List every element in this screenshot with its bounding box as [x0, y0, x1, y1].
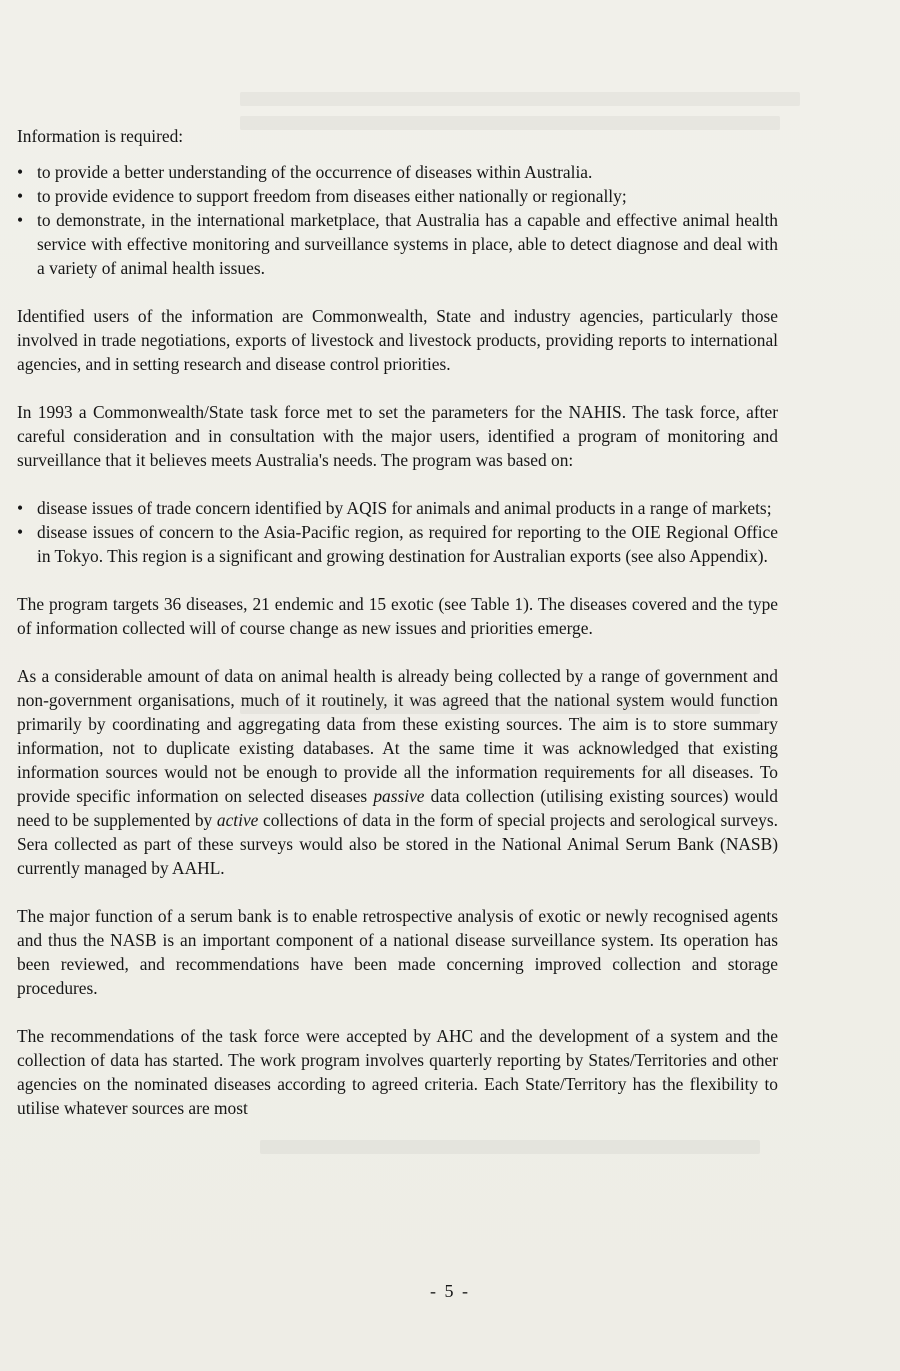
bullet-icon: •	[17, 522, 24, 542]
users-paragraph: Identified users of the information are Commonwealth, State and industry agencies, particularly those involved in trade negotiations, exports of livestock and livestock products, providing reports to international agencies, and in setting research and disease control priorities.	[17, 306, 778, 374]
program-bullet-list	[17, 496, 778, 568]
collection-paragraph	[17, 664, 778, 880]
intro-bullet-1	[17, 160, 778, 184]
collection-text-2: data collection (utilising existing sources) would need to be supplemented by	[17, 786, 778, 830]
program-bullet-text: disease issues of trade concern identified by AQIS for animals and animal products in a range of markets;	[37, 498, 772, 518]
bullet-icon: •	[17, 162, 24, 182]
intro-lead: Information is required:	[17, 126, 184, 146]
intro-bullet-text: to provide evidence to support freedom from diseases either nationally or regionally;	[37, 186, 627, 206]
intro-bullet-text: to provide a better understanding of the occurrence of diseases within Australia.	[37, 162, 593, 182]
program-bullet-1	[17, 496, 778, 520]
collection-active: active	[216, 810, 259, 830]
bullet-icon: •	[17, 498, 24, 518]
collection-passive: passive	[373, 786, 425, 806]
collection-text-1: As a considerable amount of data on animal health is already being collected by a range of government and non-government organisations, much of it routinely, it was agreed that the national system would function primarily by coordinating and aggregating data from these existing sources. The aim is to store summary information, not to duplicate existing databases. At the same time it was acknowledged that existing information sources would not be enough to provide all the information requirements for all diseases. To provide specific information on selected diseases	[17, 666, 778, 806]
taskforce-paragraph: In 1993 a Commonwealth/State task force met to set the parameters for the NAHIS. The task force, after careful consideration and in consultation with the major users, identified a program of monitoring and surveillance that it believes meets Australia's needs. The program was based on:	[17, 402, 778, 470]
serum-paragraph: The major function of a serum bank is to enable retrospective analysis of exotic or newly recognised agents and thus the NASB is an important component of a national disease surveillance system. Its operation has been reviewed, and recommendations have been made concerning improved collection and storage procedures.	[17, 906, 778, 998]
page-number: - 5 -	[430, 1281, 470, 1301]
intro-bullet-2	[17, 184, 778, 208]
intro-bullet-text: to demonstrate, in the international marketplace, that Australia has a capable and effective animal health service with effective monitoring and surveillance systems in place, able to detect diagnose and deal with a variety of animal health issues.	[37, 210, 778, 278]
program-bullet-text: disease issues of concern to the Asia-Pacific region, as required for reporting to the OIE Regional Office in Tokyo. This region is a significant and growing destination for Australian exports (see also Appendix).	[37, 522, 778, 566]
bullet-icon: •	[17, 210, 24, 230]
program-bullet-2	[17, 520, 778, 568]
intro-bullet-list	[17, 160, 778, 280]
collection-text-3: collections of data in the form of special projects and serological surveys. Sera collected as part of these surveys would also be stored in the National Animal Serum Bank (NASB) currently managed by AAHL.	[17, 810, 778, 878]
bullet-icon: •	[17, 186, 24, 206]
recommendations-paragraph: The recommendations of the task force were accepted by AHC and the development of a system and the collection of data has started. The work program involves quarterly reporting by States/Territories and other agencies on the nominated diseases according to agreed criteria. Each State/Territory has the flexibility to utilise whatever sources are most	[17, 1026, 778, 1118]
targets-paragraph: The program targets 36 diseases, 21 endemic and 15 exotic (see Table 1). The diseases covered and the type of information collected will of course change as new issues and priorities emerge.	[17, 594, 778, 638]
intro-bullet-3	[17, 208, 778, 280]
